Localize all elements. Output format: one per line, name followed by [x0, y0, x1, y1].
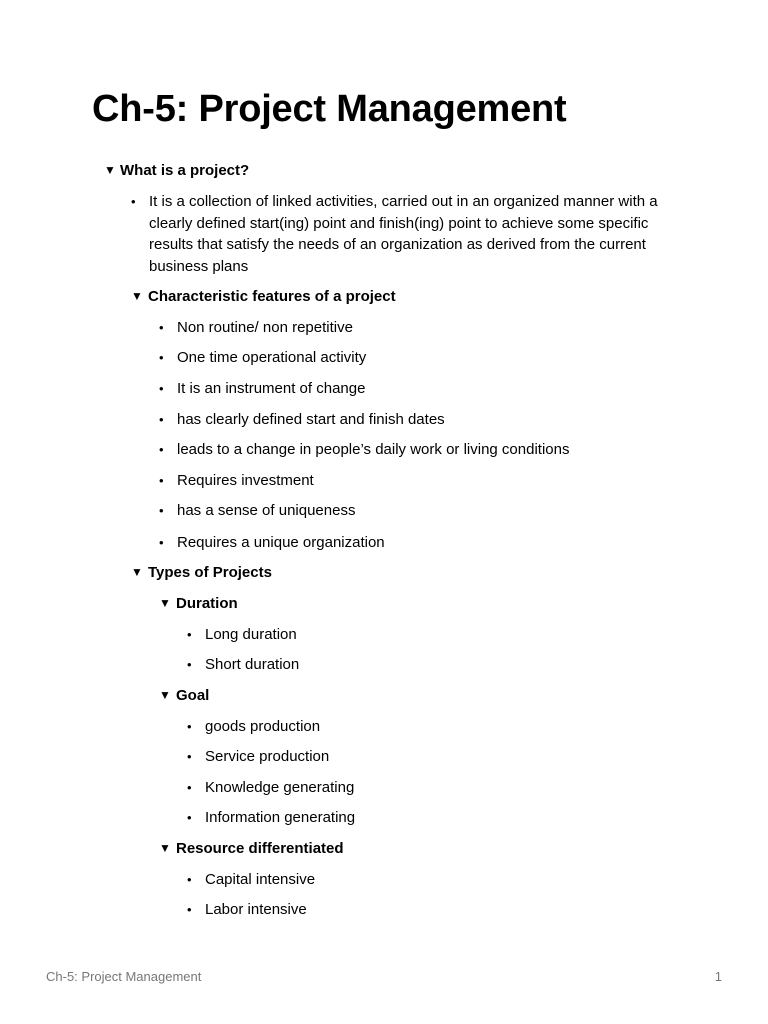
toggle-heading: Goal: [176, 687, 210, 704]
toggle-triangle-icon[interactable]: ▼: [131, 289, 143, 303]
list-item: [159, 500, 679, 522]
toggle-triangle-icon[interactable]: ▼: [159, 596, 171, 610]
bullet-icon: •: [187, 872, 192, 887]
bullet-icon: •: [187, 902, 192, 917]
bullet-icon: •: [159, 320, 164, 335]
list-item: [187, 869, 667, 891]
list-item: [131, 191, 691, 277]
page-number: 1: [714, 969, 722, 984]
list-item-text: Knowledge generating: [205, 779, 355, 796]
toggle-triangle-icon[interactable]: ▼: [159, 841, 171, 855]
toggle-triangle-icon[interactable]: ▼: [131, 565, 143, 579]
footer-title: Ch-5: Project Management: [46, 969, 202, 984]
toggle-triangle-icon[interactable]: ▼: [159, 688, 171, 702]
bullet-icon: •: [159, 473, 164, 488]
list-item-text: One time operational activity: [177, 349, 367, 366]
list-item: [187, 654, 667, 676]
toggle-heading: Duration: [176, 595, 238, 612]
list-item: [187, 777, 667, 799]
list-item-text: Short duration: [205, 656, 300, 673]
bullet-icon: •: [187, 749, 192, 764]
toggle-heading: Resource differentiated: [176, 840, 344, 857]
list-item-text: has clearly defined start and finish dates: [177, 411, 445, 428]
list-item-text: leads to a change in people’s daily work or living conditions: [177, 441, 570, 458]
list-item: [159, 439, 679, 461]
definition-text: It is a collection of linked activities, carried out in an organized manner with a clearly defined start(ing) point and finish(ing) point to achieve some specific results that satisfy the needs of an organization as derived from the current business plans: [149, 193, 658, 275]
list-item-text: Long duration: [205, 626, 297, 643]
toggle-triangle-icon[interactable]: ▼: [104, 163, 116, 177]
bullet-icon: •: [159, 503, 164, 518]
list-item-text: Information generating: [205, 809, 356, 826]
list-item: [187, 807, 667, 829]
bullet-icon: •: [131, 194, 136, 209]
bullet-icon: •: [187, 627, 192, 642]
list-item: [187, 746, 667, 768]
bullet-icon: •: [187, 657, 192, 672]
list-item-text: Labor intensive: [205, 901, 307, 918]
list-item-text: Requires investment: [177, 472, 314, 489]
toggle-heading: What is a project?: [120, 162, 250, 179]
list-item-text: It is an instrument of change: [177, 380, 366, 397]
bullet-icon: •: [159, 350, 164, 365]
toggle-heading: Characteristic features of a project: [148, 288, 396, 305]
list-item: [159, 317, 679, 339]
bullet-icon: •: [159, 535, 164, 550]
list-item: [159, 532, 679, 554]
bullet-icon: •: [159, 381, 164, 396]
toggle-heading: Types of Projects: [148, 564, 272, 581]
list-item-text: Non routine/ non repetitive: [177, 319, 353, 336]
list-item: [187, 624, 667, 646]
list-item: [187, 716, 667, 738]
list-item: [159, 378, 679, 400]
bullet-icon: •: [159, 442, 164, 457]
bullet-icon: •: [187, 780, 192, 795]
bullet-icon: •: [187, 719, 192, 734]
bullet-icon: •: [159, 412, 164, 427]
list-item-text: has a sense of uniqueness: [177, 502, 356, 519]
list-item-text: Service production: [205, 748, 330, 765]
list-item: [187, 899, 667, 921]
list-item-text: Requires a unique organization: [177, 534, 385, 551]
list-item: [159, 347, 679, 369]
bullet-icon: •: [187, 810, 192, 825]
list-item-text: goods production: [205, 718, 321, 735]
page-title: Ch-5: Project Management: [92, 88, 567, 130]
list-item-text: Capital intensive: [205, 871, 316, 888]
list-item: [159, 409, 679, 431]
list-item: [159, 470, 679, 492]
